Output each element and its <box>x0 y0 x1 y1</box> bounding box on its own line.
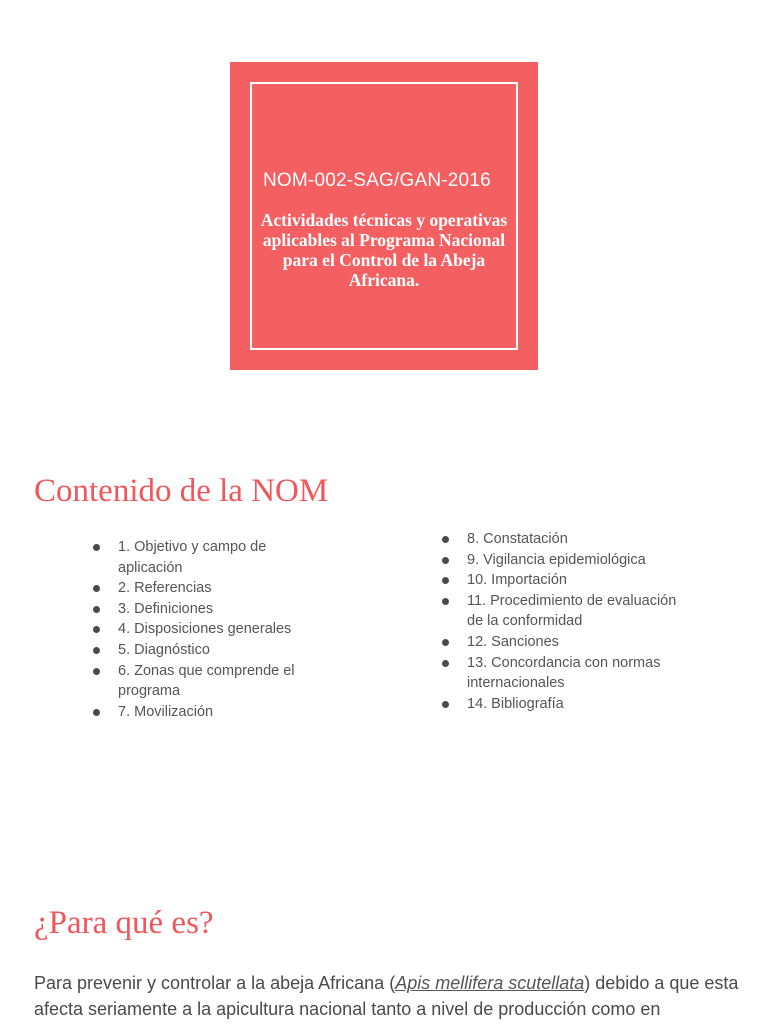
purpose-paragraph <box>34 970 742 1022</box>
list-item: 6. Zonas que comprende el programa <box>92 661 332 702</box>
list-item: 5. Diagnóstico <box>92 640 332 661</box>
contents-list-left <box>92 537 332 722</box>
list-item: 11. Procedimiento de evaluación de la conformidad <box>441 591 691 632</box>
norm-description: Actividades técnicas y operativas aplicables al Programa Nacional para el Control de la Abeja Africana. <box>260 210 508 290</box>
cover-block <box>230 62 538 370</box>
norm-code: NOM-002-SAG/GAN-2016 <box>263 170 491 191</box>
list-item: 7. Movilización <box>92 702 332 723</box>
list-item: 2. Referencias <box>92 578 332 599</box>
list-item: 14. Bibliografía <box>441 694 691 715</box>
list-item: 3. Definiciones <box>92 599 332 620</box>
cover-frame <box>250 82 518 350</box>
list-item: 4. Disposiciones generales <box>92 619 332 640</box>
contents-heading: Contenido de la NOM <box>34 473 329 509</box>
list-item: 12. Sanciones <box>441 632 691 653</box>
list-item: 13. Concordancia con normas internacionales <box>441 653 691 694</box>
list-item: 8. Constatación <box>441 529 691 550</box>
purpose-text-end: ) debido a que esta afecta seriamente a la apicultura nacional tanto a nivel de producción como en <box>34 973 739 1019</box>
purpose-text-start: Para prevenir y controlar a la abeja Africana ( <box>34 973 396 993</box>
contents-list-right <box>441 529 691 714</box>
list-item: 10. Importación <box>441 570 691 591</box>
list-item: 9. Vigilancia epidemiológica <box>441 550 691 571</box>
list-item: 1. Objetivo y campo de aplicación <box>92 537 332 578</box>
purpose-heading: ¿Para qué es? <box>34 905 214 941</box>
scientific-name-link[interactable]: Apis mellifera scutellata <box>395 973 585 993</box>
